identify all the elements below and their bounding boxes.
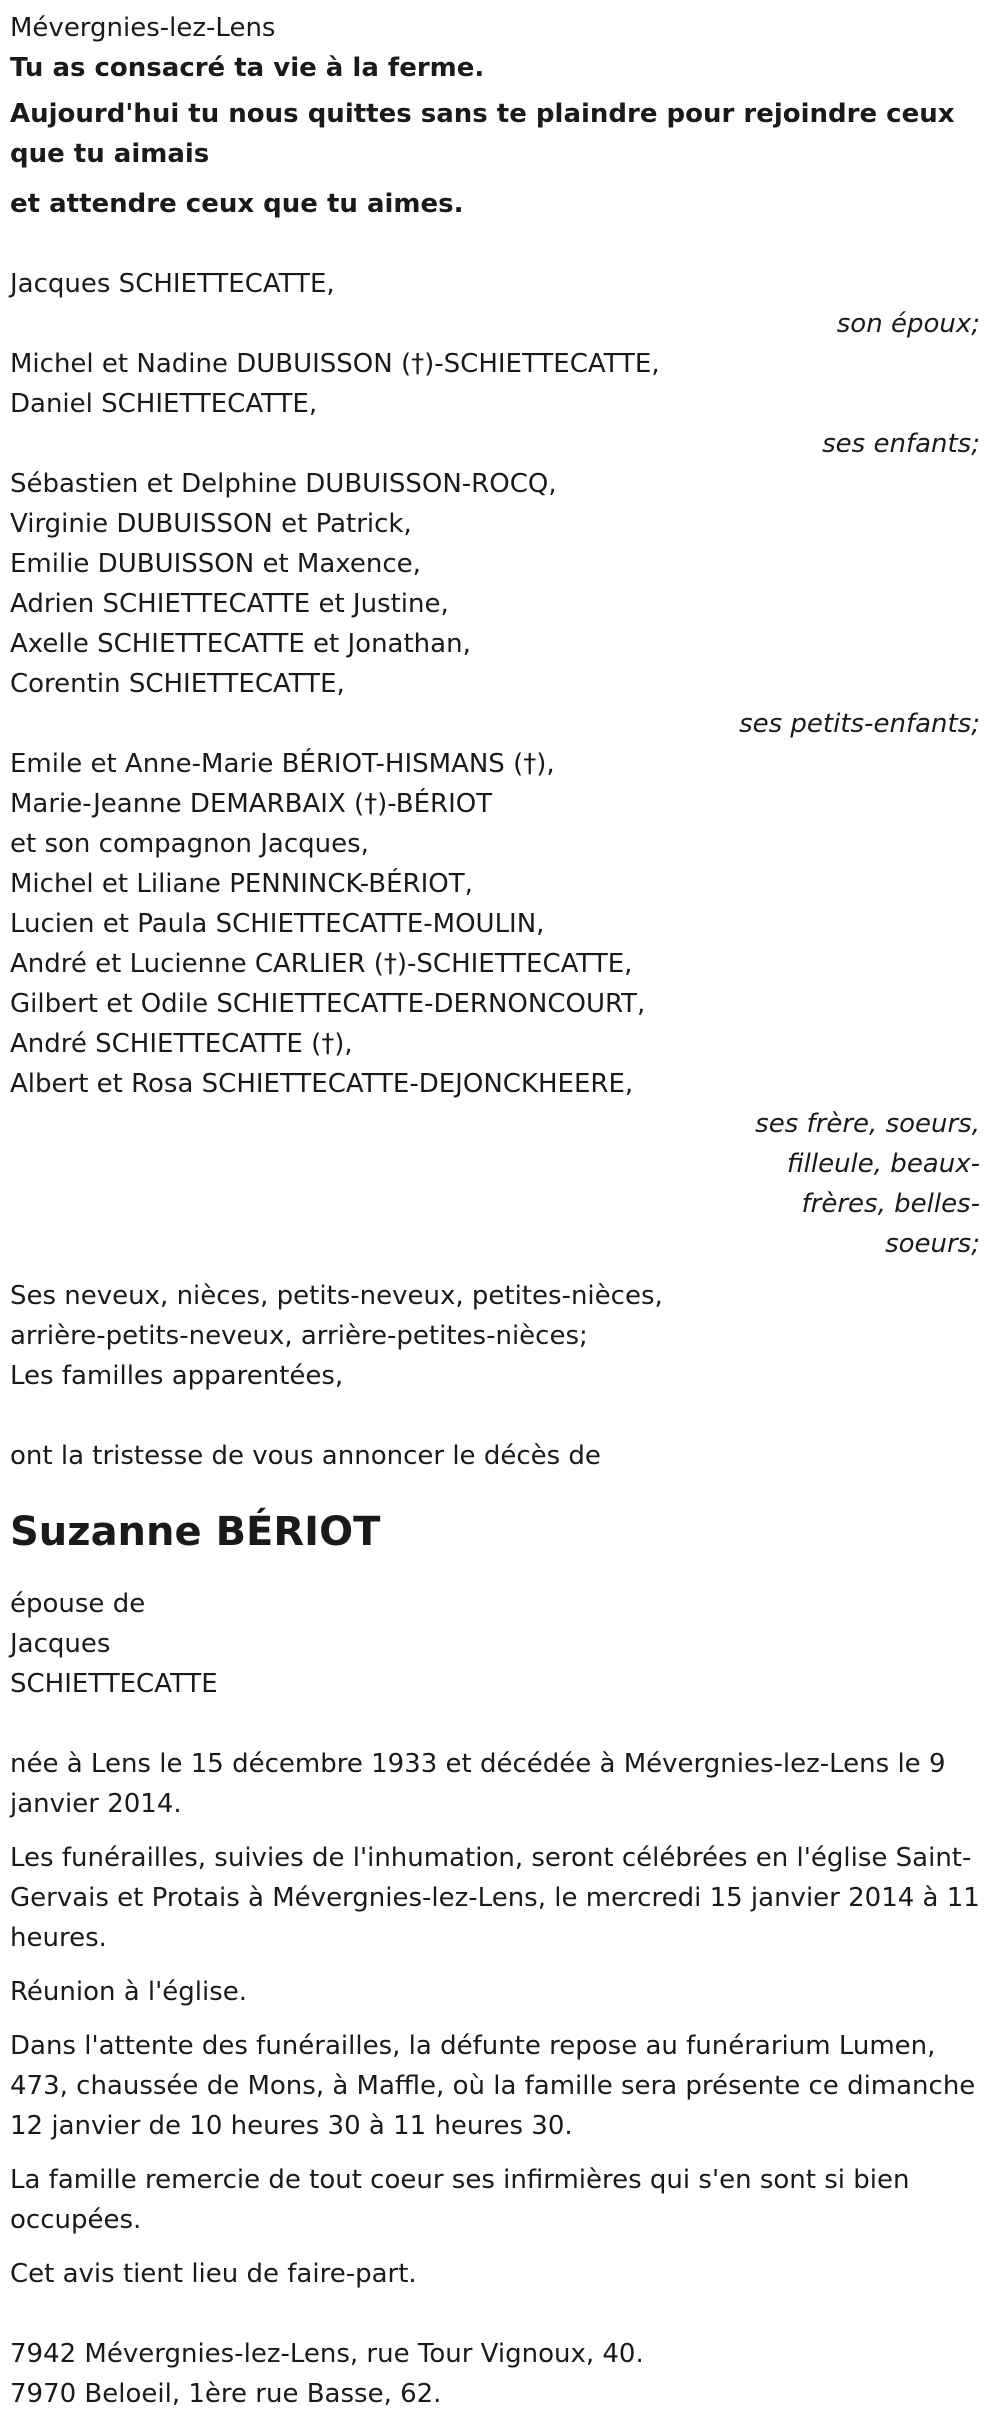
family-name: et son compagnon Jacques, [10, 829, 369, 859]
family-name: André SCHIETTECATTE (†), [10, 1029, 353, 1059]
intro-line: Aujourd'hui tu nous quittes sans te plaindre pour rejoindre ceux que tu aimais [10, 99, 955, 169]
spouse-line: SCHIETTECATTE [10, 1669, 218, 1699]
details [10, 1744, 990, 2294]
relation-label: son époux; [836, 309, 980, 339]
extended-line: Ses neveux, nièces, petits-neveux, petites-nièces, [10, 1281, 663, 1311]
family-name: Emile et Anne-Marie BÉRIOT-HISMANS (†), [10, 749, 555, 779]
detail-paragraph: Les funérailles, suivies de l'inhumation, seront célébrées en l'église Saint-Gervais et Protais à Mévergnies-lez-Lens, le mercredi 15 janvier 2014 à 11 heures. [10, 1843, 980, 1953]
family-list [10, 264, 990, 1264]
place-header: Mévergnies-lez-Lens [10, 13, 276, 43]
extended-family [10, 1276, 990, 1396]
extended-line: arrière-petits-neveux, arrière-petites-nièces; [10, 1321, 588, 1351]
intro-line: Tu as consacré ta vie à la ferme. [10, 53, 485, 83]
address-line: 7970 Beloeil, 1ère rue Basse, 62. [10, 2379, 442, 2409]
family-group-siblings [10, 744, 990, 1264]
family-name: Daniel SCHIETTECATTE, [10, 389, 318, 419]
detail-paragraph: La famille remercie de tout coeur ses infirmières qui s'en sont si bien occupées. [10, 2165, 910, 2235]
addresses [10, 2334, 990, 2414]
family-name: Marie-Jeanne DEMARBAIX (†)-BÉRIOT [10, 789, 493, 819]
detail-paragraph: Dans l'attente des funérailles, la défunte repose au funérarium Lumen, 473, chaussée de Mons, à Maffle, où la famille sera présente ce dimanche 12 janvier de 10 heures 30 à 11 heures 30. [10, 2031, 976, 2141]
family-name: Jacques SCHIETTECATTE, [10, 269, 335, 299]
address-line: 7942 Mévergnies-lez-Lens, rue Tour Vignoux, 40. [10, 2339, 644, 2369]
relation-label: ses enfants; [822, 429, 980, 459]
family-name: Axelle SCHIETTECATTE et Jonathan, [10, 629, 471, 659]
intro-verse [10, 48, 990, 224]
relation-label: ses petits-enfants; [739, 709, 980, 739]
deceased-name: Suzanne BÉRIOT [10, 1509, 381, 1555]
detail-paragraph: Cet avis tient lieu de faire-part. [10, 2259, 417, 2289]
detail-paragraph: Réunion à l'église. [10, 1977, 248, 2007]
family-name: Emilie DUBUISSON et Maxence, [10, 549, 421, 579]
family-group-children [10, 344, 990, 464]
family-name: Corentin SCHIETTECATTE, [10, 669, 345, 699]
spouse-block [10, 1584, 990, 1704]
intro-line: et attendre ceux que tu aimes. [10, 189, 464, 219]
family-name: Adrien SCHIETTECATTE et Justine, [10, 589, 449, 619]
detail-paragraph: née à Lens le 15 décembre 1933 et décédée à Mévergnies-lez-Lens le 9 janvier 2014. [10, 1749, 946, 1819]
family-name: Albert et Rosa SCHIETTECATTE-DEJONCKHEERE, [10, 1069, 634, 1099]
family-group-spouse [10, 264, 990, 344]
spouse-line: épouse de [10, 1589, 146, 1619]
family-name: Virginie DUBUISSON et Patrick, [10, 509, 412, 539]
family-name: Michel et Liliane PENNINCK-BÉRIOT, [10, 869, 473, 899]
relation-label: ses frère, soeurs, filleule, beaux-frères, belles-soeurs; [755, 1109, 980, 1259]
family-name: Michel et Nadine DUBUISSON (†)-SCHIETTECATTE, [10, 349, 660, 379]
family-name: Gilbert et Odile SCHIETTECATTE-DERNONCOURT, [10, 989, 646, 1019]
spouse-line: Jacques [10, 1629, 111, 1659]
extended-line: Les familles apparentées, [10, 1361, 344, 1391]
family-name: Sébastien et Delphine DUBUISSON-ROCQ, [10, 469, 557, 499]
family-name: Lucien et Paula SCHIETTECATTE-MOULIN, [10, 909, 545, 939]
family-group-grandchildren [10, 464, 990, 744]
announcement: ont la tristesse de vous annoncer le décès de [10, 1441, 601, 1471]
family-name: André et Lucienne CARLIER (†)-SCHIETTECATTE, [10, 949, 633, 979]
